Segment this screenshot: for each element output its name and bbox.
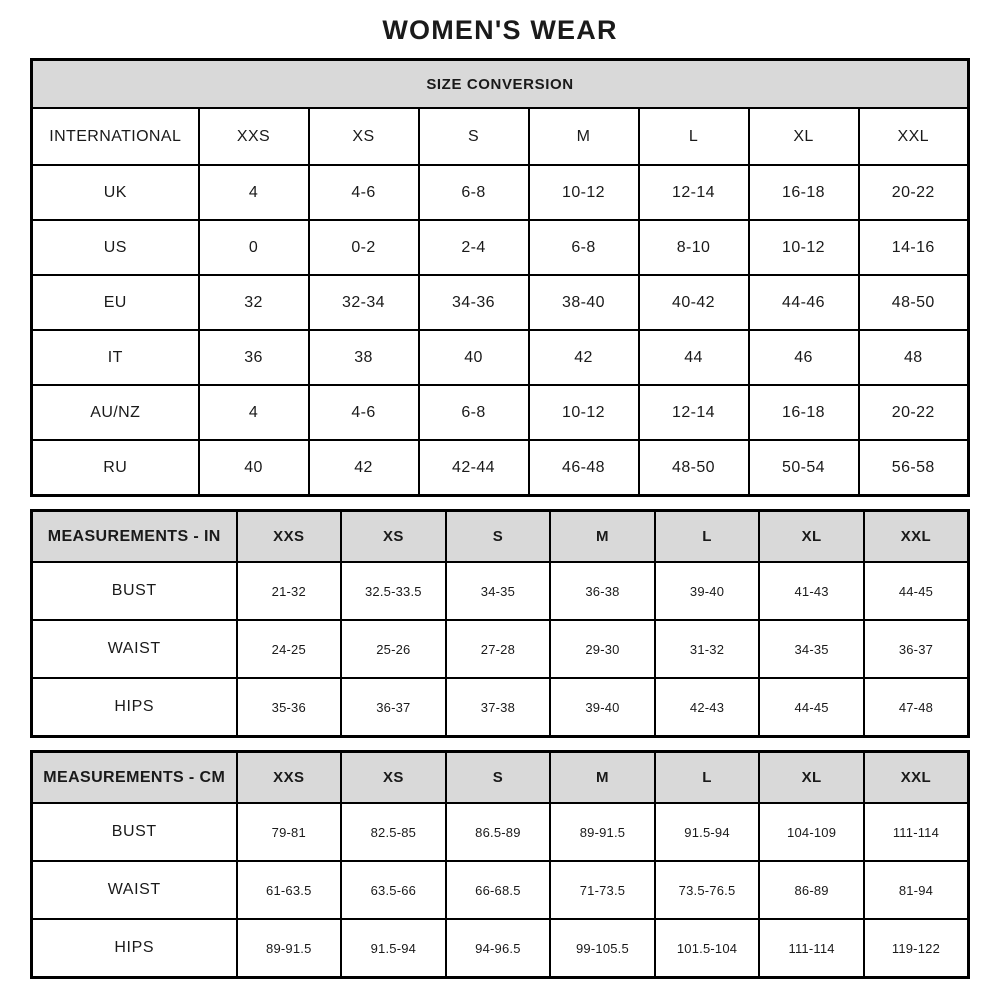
col-header-xl: XL: [759, 511, 864, 563]
measure-cell: 31-32: [655, 620, 760, 678]
row-label: BUST: [32, 562, 237, 620]
row-it: [32, 330, 969, 385]
size-cell: 40: [419, 330, 529, 385]
size-cell: 0: [199, 220, 309, 275]
size-cell: 48-50: [859, 275, 969, 330]
measure-cell: 101.5-104: [655, 919, 760, 978]
col-header-international: INTERNATIONAL: [32, 108, 199, 165]
size-cell: 40-42: [639, 275, 749, 330]
measure-cell: 42-43: [655, 678, 760, 737]
row-hips-in: [32, 678, 969, 737]
measure-cell: 66-68.5: [446, 861, 551, 919]
size-cell: 6-8: [529, 220, 639, 275]
size-cell: 48-50: [639, 440, 749, 496]
measure-cell: 32.5-33.5: [341, 562, 446, 620]
row-hips-cm: [32, 919, 969, 978]
measure-cell: 86.5-89: [446, 803, 551, 861]
size-cell: 6-8: [419, 385, 529, 440]
row-waist-in: [32, 620, 969, 678]
measure-cell: 86-89: [759, 861, 864, 919]
measure-cell: 34-35: [759, 620, 864, 678]
measure-cell: 35-36: [237, 678, 342, 737]
col-header-xxs: XXS: [237, 511, 342, 563]
size-cell: 50-54: [749, 440, 859, 496]
measure-cell: 44-45: [759, 678, 864, 737]
measure-cell: 89-91.5: [237, 919, 342, 978]
measure-cell: 111-114: [759, 919, 864, 978]
col-header-l: L: [655, 511, 760, 563]
size-cell: 42-44: [419, 440, 529, 496]
col-header-xxs: XXS: [237, 752, 342, 804]
col-header-m: M: [529, 108, 639, 165]
size-cell: 48: [859, 330, 969, 385]
size-cell: 44: [639, 330, 749, 385]
measurements-cm-table: [30, 750, 970, 979]
measure-cell: 73.5-76.5: [655, 861, 760, 919]
size-cell: 0-2: [309, 220, 419, 275]
row-label: WAIST: [32, 620, 237, 678]
measure-cell: 89-91.5: [550, 803, 655, 861]
size-cell: 32: [199, 275, 309, 330]
measure-cell: 21-32: [237, 562, 342, 620]
measure-cell: 36-37: [341, 678, 446, 737]
size-cell: 32-34: [309, 275, 419, 330]
col-header-xs: XS: [341, 752, 446, 804]
measure-cell: 119-122: [864, 919, 969, 978]
measure-cell: 79-81: [237, 803, 342, 861]
size-cell: 56-58: [859, 440, 969, 496]
size-conversion-title: SIZE CONVERSION: [32, 60, 969, 109]
row-label: AU/NZ: [32, 385, 199, 440]
row-bust-in: [32, 562, 969, 620]
size-cell: 34-36: [419, 275, 529, 330]
size-cell: 16-18: [749, 385, 859, 440]
row-label: HIPS: [32, 678, 237, 737]
size-cell: 4: [199, 385, 309, 440]
size-cell: 8-10: [639, 220, 749, 275]
measure-cell: 29-30: [550, 620, 655, 678]
size-conversion-header-row: [32, 108, 969, 165]
size-cell: 4: [199, 165, 309, 220]
size-cell: 44-46: [749, 275, 859, 330]
size-cell: 4-6: [309, 165, 419, 220]
measure-cell: 36-38: [550, 562, 655, 620]
col-header-xxl: XXL: [864, 752, 969, 804]
measurements-cm-header-row: [32, 752, 969, 804]
size-cell: 10-12: [749, 220, 859, 275]
row-label: RU: [32, 440, 199, 496]
col-header-s: S: [446, 752, 551, 804]
measure-cell: 39-40: [550, 678, 655, 737]
measure-cell: 39-40: [655, 562, 760, 620]
measure-cell: 91.5-94: [655, 803, 760, 861]
col-header-xl: XL: [759, 752, 864, 804]
size-cell: 38: [309, 330, 419, 385]
col-header-m: M: [550, 511, 655, 563]
size-conversion-table: [30, 58, 970, 497]
size-cell: 16-18: [749, 165, 859, 220]
measure-cell: 82.5-85: [341, 803, 446, 861]
size-conversion-title-row: [32, 60, 969, 109]
measure-cell: 41-43: [759, 562, 864, 620]
size-cell: 20-22: [859, 165, 969, 220]
row-ru: [32, 440, 969, 496]
measure-cell: 111-114: [864, 803, 969, 861]
size-cell: 12-14: [639, 385, 749, 440]
measure-cell: 24-25: [237, 620, 342, 678]
col-header-xxs: XXS: [199, 108, 309, 165]
size-cell: 4-6: [309, 385, 419, 440]
measurements-in-title: MEASUREMENTS - IN: [32, 511, 237, 563]
row-label: WAIST: [32, 861, 237, 919]
size-cell: 46-48: [529, 440, 639, 496]
measure-cell: 44-45: [864, 562, 969, 620]
row-label: UK: [32, 165, 199, 220]
row-label: EU: [32, 275, 199, 330]
col-header-xs: XS: [341, 511, 446, 563]
size-cell: 36: [199, 330, 309, 385]
row-label: HIPS: [32, 919, 237, 978]
row-bust-cm: [32, 803, 969, 861]
measurements-in-table: [30, 509, 970, 738]
measure-cell: 61-63.5: [237, 861, 342, 919]
size-cell: 10-12: [529, 165, 639, 220]
row-uk: [32, 165, 969, 220]
row-label: BUST: [32, 803, 237, 861]
col-header-m: M: [550, 752, 655, 804]
row-eu: [32, 275, 969, 330]
size-cell: 14-16: [859, 220, 969, 275]
col-header-l: L: [655, 752, 760, 804]
size-cell: 10-12: [529, 385, 639, 440]
measure-cell: 71-73.5: [550, 861, 655, 919]
size-cell: 6-8: [419, 165, 529, 220]
measure-cell: 91.5-94: [341, 919, 446, 978]
size-cell: 2-4: [419, 220, 529, 275]
measure-cell: 34-35: [446, 562, 551, 620]
measure-cell: 36-37: [864, 620, 969, 678]
measure-cell: 47-48: [864, 678, 969, 737]
size-cell: 42: [529, 330, 639, 385]
col-header-xxl: XXL: [864, 511, 969, 563]
size-cell: 38-40: [529, 275, 639, 330]
size-cell: 20-22: [859, 385, 969, 440]
size-cell: 40: [199, 440, 309, 496]
size-cell: 46: [749, 330, 859, 385]
size-cell: 12-14: [639, 165, 749, 220]
col-header-s: S: [419, 108, 529, 165]
page-title: WOMEN'S WEAR: [382, 15, 618, 45]
col-header-xs: XS: [309, 108, 419, 165]
measurements-cm-title: MEASUREMENTS - CM: [32, 752, 237, 804]
measure-cell: 81-94: [864, 861, 969, 919]
row-label: US: [32, 220, 199, 275]
col-header-xl: XL: [749, 108, 859, 165]
row-us: [32, 220, 969, 275]
measure-cell: 99-105.5: [550, 919, 655, 978]
size-cell: 42: [309, 440, 419, 496]
col-header-l: L: [639, 108, 749, 165]
row-waist-cm: [32, 861, 969, 919]
measure-cell: 63.5-66: [341, 861, 446, 919]
col-header-s: S: [446, 511, 551, 563]
measure-cell: 27-28: [446, 620, 551, 678]
col-header-xxl: XXL: [859, 108, 969, 165]
measure-cell: 94-96.5: [446, 919, 551, 978]
measure-cell: 104-109: [759, 803, 864, 861]
measure-cell: 37-38: [446, 678, 551, 737]
measurements-in-header-row: [32, 511, 969, 563]
row-aunz: [32, 385, 969, 440]
measure-cell: 25-26: [341, 620, 446, 678]
row-label: IT: [32, 330, 199, 385]
